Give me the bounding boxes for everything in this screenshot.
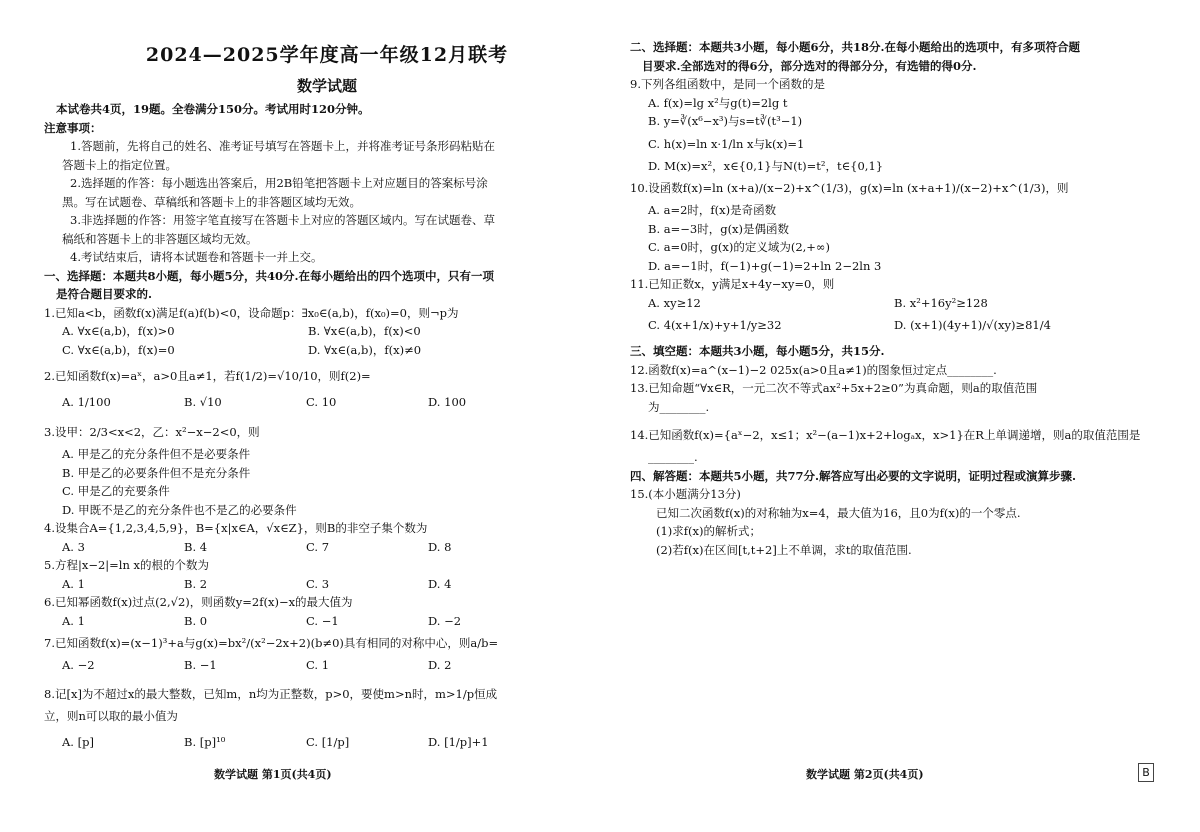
- question-14: 14.已知函数f(x)={aˣ−2，x≤1；x²−(a−1)x+2+logₐx，x>1}在R上单调递增，则a的取值范围是: [630, 428, 1141, 442]
- option-b: B. a=−3时，g(x)是偶函数: [648, 221, 790, 236]
- question-11-options-2: [630, 312, 1156, 338]
- option-d: D. 2: [428, 658, 452, 672]
- question-8-options: [44, 729, 580, 755]
- option-d: D. 4: [428, 576, 452, 591]
- question-13: 13.已知命题“∀x∈R，一元二次不等式ax²+5x+2≥0”为真命题，则a的取值范围: [630, 381, 1038, 395]
- question-5-stem: 5.方程|x−2|=ln x的根的个数为: [44, 558, 210, 572]
- version-badge: B: [1138, 763, 1154, 782]
- question-7-stem: 7.已知函数f(x)=(x−1)³+a与g(x)=bx²/(x²−2x+2)(b≠0)具有相同的对称中心，则a/b=: [44, 636, 499, 650]
- note-line: 答题卡上的指定位置。: [62, 157, 177, 172]
- question-15-part-1: (1)求f(x)的解析式；: [656, 524, 762, 538]
- option-d: D. [1/p]+1: [428, 735, 489, 749]
- question-3-stem: 3.设甲：2/3<x<2，乙：x²−x−2<0，则: [44, 425, 260, 439]
- question-8-stem: 8.记[x]为不超过x的最大整数，已知m，n均为正整数，p>0，要使m>n时，m>1/p恒成: [44, 686, 498, 701]
- section-2-heading: 二、选择题：本题共3小题，每小题6分，共18分.在每小题给出的选项中，有多项符合题: [630, 40, 1081, 54]
- exam-subtitle: 数学试题: [296, 77, 357, 95]
- option-a: A. 3: [62, 539, 85, 554]
- question-6-stem: 6.已知幂函数f(x)过点(2,√2)，则函数y=2f(x)−x的最大值为: [44, 595, 353, 609]
- option-c: C. ∀x∈(a,b)，f(x)=0: [62, 342, 175, 357]
- note-line: 2.选择题的作答：每小题选出答案后，用2B铅笔把答题卡上对应题目的答案标号涂: [70, 176, 488, 190]
- option-d: D. 8: [428, 539, 452, 554]
- option-c: C. 7: [306, 539, 330, 554]
- option-d: D. a=−1时，f(−1)+g(−1)=2+ln 2−2ln 3: [648, 258, 882, 273]
- option-a: A. a=2时，f(x)是奇函数: [648, 203, 777, 217]
- page-1: [44, 38, 580, 755]
- option-d: D. M(x)=x²，x∈{0,1}与N(t)=t²，t∈{0,1}: [648, 158, 884, 173]
- option-a: A. 甲是乙的充分条件但不是必要条件: [62, 447, 251, 461]
- question-11-options: [630, 294, 1156, 313]
- option-d: D. 100: [428, 395, 467, 409]
- option-c: C. h(x)=ln x·1/ln x与k(x)=1: [648, 136, 805, 151]
- option-c: C. a=0时，g(x)的定义域为(2,+∞): [648, 240, 830, 254]
- section-1-heading: 一、选择题：本题共8小题，每小题5分，共40分.在每小题给出的四个选项中，只有一项: [44, 268, 495, 283]
- option-b: B. x²+16y²≥128: [894, 295, 988, 310]
- question-1-options-2: [44, 341, 580, 360]
- question-1-options: [44, 322, 580, 341]
- question-1-stem: 1.已知a<b，函数f(x)满足f(a)f(b)<0，设命题p：∃x₀∈(a,b)，f(x₀)=0，则¬p为: [44, 305, 459, 320]
- option-a: A. 1/100: [62, 395, 111, 409]
- option-c: C. 4(x+1/x)+y+1/y≥32: [648, 318, 782, 332]
- page-2-footer: 数学试题 第2页(共4页): [806, 768, 924, 781]
- section-1-heading-cont: 是符合题目要求的.: [56, 287, 153, 301]
- question-15-part-2: (2)若f(x)在区间[t,t+2]上不单调，求t的取值范围.: [656, 542, 912, 557]
- question-6-options: [44, 612, 580, 631]
- option-b: B. ∀x∈(a,b)，f(x)<0: [308, 324, 421, 338]
- option-b: B. 0: [184, 613, 208, 628]
- option-c: C. 1: [306, 658, 330, 672]
- page-1-footer: 数学试题 第1页(共4页): [214, 768, 332, 781]
- question-11-stem: 11.已知正数x，y满足x+4y−xy=0，则: [630, 277, 835, 291]
- question-9-stem: 9.下列各组函数中，是同一个函数的是: [630, 77, 825, 91]
- section-3-heading: 三、填空题：本题共3小题，每小题5分，共15分.: [630, 344, 885, 358]
- question-2-stem: 2.已知函数f(x)=aˣ，a>0且a≠1，若f(1/2)=√10/10，则f(2)=: [44, 369, 371, 383]
- option-c: C. 甲是乙的充要条件: [62, 484, 170, 498]
- question-15-heading: 15.(本小题满分13分): [630, 487, 741, 501]
- option-a: A. f(x)=lg x²与g(t)=2lg t: [648, 95, 788, 110]
- exam-title: 2024—2025学年度高一年级12月联考: [145, 44, 509, 66]
- question-5-options: [44, 575, 580, 594]
- option-b: B. √10: [184, 395, 222, 409]
- note-line: 稿纸和答题卡上的非答题区域均无效。: [62, 231, 258, 246]
- note-line: 4.考试结束后，请将本试题卷和答题卡一并上交。: [70, 250, 323, 264]
- option-b: B. [p]¹⁰: [184, 735, 226, 749]
- section-2-heading-cont: 目要求.全部选对的得6分，部分选对的得部分分，有选错的得0分.: [642, 58, 977, 73]
- option-a: A. ∀x∈(a,b)，f(x)>0: [62, 324, 175, 338]
- note-line: 3.非选择题的作答：用签字笔直接写在答题卡上对应的答题区域内。写在试题卷、草: [70, 213, 495, 227]
- question-4-options: [44, 538, 580, 557]
- note-line: 1.答题前，先将自己的姓名、准考证号填写在答题卡上，并将准考证号条形码粘贴在: [70, 139, 495, 153]
- section-4-heading: 四、解答题：本题共5小题，共77分.解答应写出必要的文字说明，证明过程或演算步骤.: [630, 468, 1077, 483]
- option-d: D. −2: [428, 613, 462, 628]
- question-13-cont: 为________.: [648, 399, 710, 414]
- option-a: A. 1: [62, 576, 85, 591]
- option-c: C. [1/p]: [306, 735, 350, 749]
- exam-intro: 本试卷共4页，19题。全卷满分150分。考试用时120分钟。: [56, 102, 370, 116]
- note-line: 黑。写在试题卷、草稿纸和答题卡上的非答题区域均无效。: [62, 194, 361, 209]
- question-7-options: [44, 656, 580, 675]
- question-2-options: [44, 389, 580, 415]
- question-4-stem: 4.设集合A={1,2,3,4,5,9}，B={x|x∈A，√x∈Z}，则B的非空子集个数为: [44, 521, 428, 535]
- option-b: B. −1: [184, 658, 217, 672]
- option-a: A. 1: [62, 613, 85, 628]
- notes-heading: 注意事项：: [44, 120, 102, 135]
- option-b: B. y=∛(x⁶−x³)与s=t∛(t³−1): [648, 114, 803, 128]
- option-a: A. xy≥12: [648, 295, 701, 310]
- option-b: B. 甲是乙的必要条件但不是充分条件: [62, 465, 251, 480]
- option-d: D. ∀x∈(a,b)，f(x)≠0: [308, 342, 422, 357]
- option-c: C. 3: [306, 576, 330, 591]
- page-2: [630, 38, 1156, 559]
- option-d: D. 甲既不是乙的充分条件也不是乙的必要条件: [62, 502, 297, 517]
- question-12: 12.函数f(x)=a^(x−1)−2 025x(a>0且a≠1)的图象恒过定点________.: [630, 362, 997, 377]
- option-a: A. [p]: [62, 735, 94, 749]
- question-14-cont: ________.: [648, 450, 698, 464]
- option-c: C. −1: [306, 613, 339, 628]
- question-10-stem: 10.设函数f(x)=ln (x+a)/(x−2)+x^(1/3)，g(x)=ln (x+a+1)/(x−2)+x^(1/3)，则: [630, 181, 1069, 195]
- question-8-stem-cont: 立，则n可以取的最小值为: [44, 708, 178, 723]
- option-c: C. 10: [306, 395, 337, 409]
- option-b: B. 2: [184, 576, 208, 591]
- option-d: D. (x+1)(4y+1)/√(xy)≥81/4: [894, 318, 1051, 332]
- question-15-body: 已知二次函数f(x)的对称轴为x=4，最大值为16，且0为f(x)的一个零点.: [656, 505, 1021, 520]
- option-b: B. 4: [184, 539, 208, 554]
- option-a: A. −2: [62, 658, 95, 672]
